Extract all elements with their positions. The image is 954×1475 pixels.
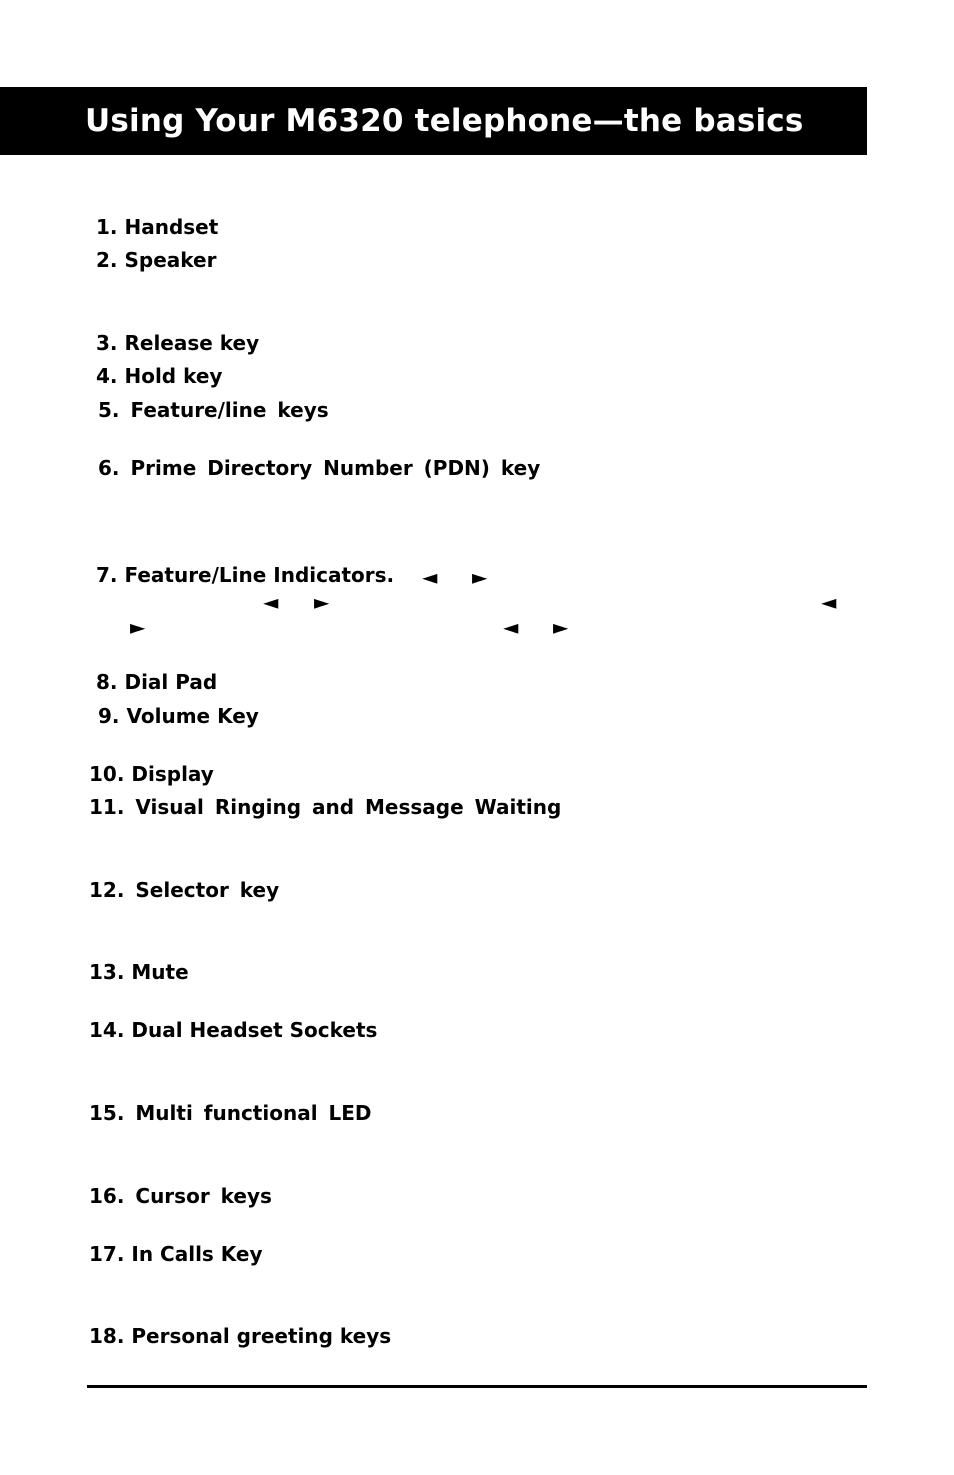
right-arrow-icon: ► [472, 565, 488, 589]
item-visual-ringing: 11. Visual Ringing and Message Waiting [89, 795, 562, 819]
item-selector-key: 12. Selector key [89, 878, 280, 902]
left-arrow-icon: ◄ [821, 590, 837, 614]
item-handset: 1. Handset [96, 215, 219, 239]
left-arrow-icon: ◄ [503, 615, 519, 639]
title-bar [0, 87, 867, 155]
item-hold-key: 4. Hold key [96, 364, 223, 388]
item-multi-functional-led: 15. Multi functional LED [89, 1101, 372, 1125]
item-dial-pad: 8. Dial Pad [96, 670, 218, 694]
item-feature-line-keys: 5. Feature/line keys [98, 398, 329, 422]
page-title: Using Your M6320 telephone—the basics [85, 103, 804, 139]
item-volume-key: 9. Volume Key [98, 704, 259, 728]
right-arrow-icon: ► [553, 615, 569, 639]
right-arrow-icon: ► [314, 590, 330, 614]
left-arrow-icon: ◄ [263, 590, 279, 614]
item-in-calls-key: 17. In Calls Key [89, 1242, 263, 1266]
item-speaker: 2. Speaker [96, 248, 217, 272]
item-dual-headset-sockets: 14. Dual Headset Sockets [89, 1018, 378, 1042]
item-mute: 13. Mute [89, 960, 189, 984]
right-arrow-icon: ► [130, 615, 146, 639]
left-arrow-icon: ◄ [422, 565, 438, 589]
item-release-key: 3. Release key [96, 331, 260, 355]
item-display: 10. Display [89, 762, 214, 786]
item-cursor-keys: 16. Cursor keys [89, 1184, 272, 1208]
item-feature-line-indicators: 7. Feature/Line Indicators. [96, 563, 395, 587]
bottom-divider [87, 1385, 867, 1388]
item-personal-greeting-keys: 18. Personal greeting keys [89, 1324, 392, 1348]
item-pdn-key: 6. Prime Directory Number (PDN) key [98, 456, 541, 480]
